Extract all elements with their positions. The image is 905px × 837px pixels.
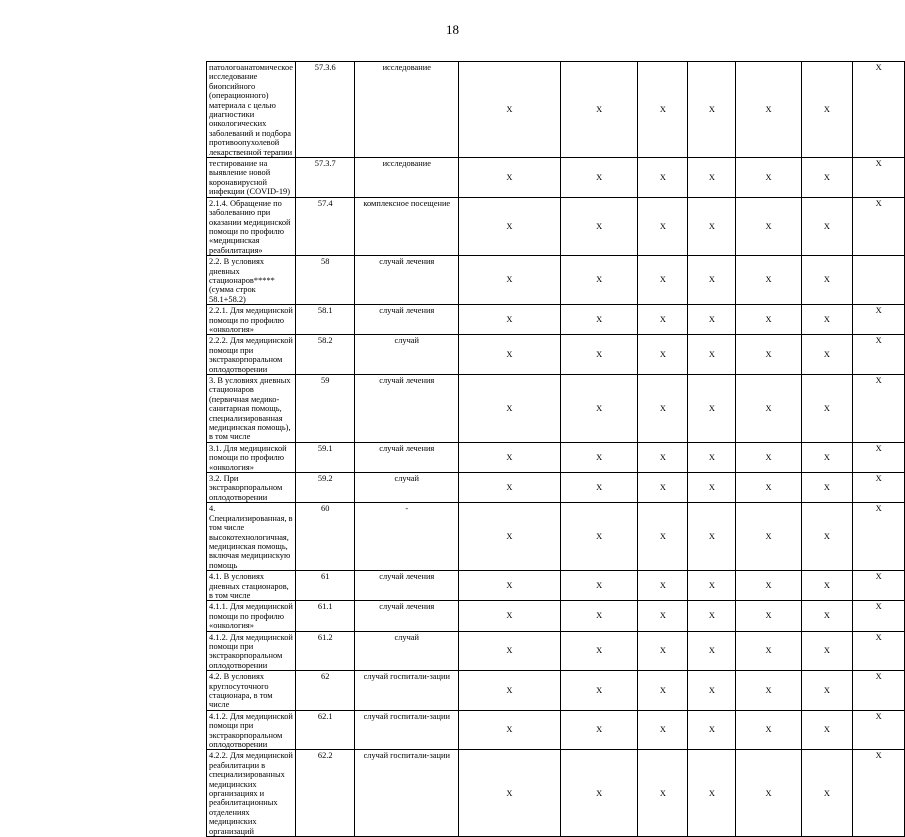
table-row [207,710,905,750]
x-mark-cell: X [459,158,561,198]
table-row [207,571,905,601]
x-mark-cell: X [459,256,561,305]
row-code-cell: 59 [295,375,355,443]
x-mark-cell: X [459,442,561,472]
row-unit-cell: случай лечения [355,256,459,305]
table-row [207,631,905,671]
last-column-cell: X [853,631,905,671]
x-mark-cell: X [801,62,853,158]
row-unit-cell: случай лечения [355,442,459,472]
row-unit-cell: исследование [355,62,459,158]
last-column-cell: X [853,305,905,335]
last-column-cell: X [853,375,905,443]
x-mark-cell: X [801,375,853,443]
row-unit-cell: случай госпитали-зации [355,671,459,711]
x-mark-cell: X [638,631,688,671]
table-row [207,62,905,158]
row-unit-cell: случай лечения [355,571,459,601]
x-mark-cell: X [638,710,688,750]
row-unit-cell: случай лечения [355,601,459,631]
row-name-cell: 2.2.2. Для медицинской помощи при экстракорпоральном оплодотворении [207,335,296,375]
x-mark-cell: X [560,601,638,631]
x-mark-cell: X [736,305,801,335]
x-mark-cell: X [688,671,736,711]
last-column-cell: X [853,158,905,198]
row-name-cell: патологоанатомическое исследование биопсийного (операционного) материала с целью диагностики онкологических заболеваний и подбора противоопухолевой лекарственной терапии [207,62,296,158]
x-mark-cell: X [688,601,736,631]
page-number: 18 [446,22,459,37]
x-mark-cell: X [801,631,853,671]
row-unit-cell: случай [355,473,459,503]
x-mark-cell: X [560,710,638,750]
x-mark-cell: X [736,197,801,255]
row-name-cell: 3. В условиях дневных стационаров (первичная медико-санитарная помощь, специализированная медицинская помощь), в том числе [207,375,296,443]
x-mark-cell: X [459,601,561,631]
x-mark-cell: X [736,601,801,631]
x-mark-cell: X [638,305,688,335]
row-name-cell: 2.1.4. Обращение по заболеванию при оказании медицинской помощи по профилю «медицинская реабилитация» [207,197,296,255]
table-row [207,473,905,503]
x-mark-cell: X [459,197,561,255]
x-mark-cell: X [688,473,736,503]
x-mark-cell: X [560,335,638,375]
x-mark-cell: X [688,158,736,198]
row-unit-cell: случай госпитали-зации [355,710,459,750]
x-mark-cell: X [736,750,801,837]
x-mark-cell: X [560,503,638,571]
x-mark-cell: X [801,601,853,631]
row-name-cell: 3.1. Для медицинской помощи по профилю «онкология» [207,442,296,472]
table-row [207,750,905,837]
row-code-cell: 62.2 [295,750,355,837]
x-mark-cell: X [801,197,853,255]
x-mark-cell: X [801,442,853,472]
last-column-cell: X [853,335,905,375]
x-mark-cell: X [736,256,801,305]
x-mark-cell: X [638,197,688,255]
x-mark-cell: X [560,473,638,503]
x-mark-cell: X [736,375,801,443]
row-unit-cell: случай [355,631,459,671]
row-unit-cell: случай [355,335,459,375]
table-row [207,503,905,571]
row-code-cell: 61 [295,571,355,601]
row-name-cell: 3.2. При экстракорпоральном оплодотворении [207,473,296,503]
row-code-cell: 60 [295,503,355,571]
x-mark-cell: X [459,710,561,750]
x-mark-cell: X [688,710,736,750]
row-code-cell: 59.2 [295,473,355,503]
row-name-cell: 2.2.1. Для медицинской помощи по профилю «онкология» [207,305,296,335]
x-mark-cell: X [459,62,561,158]
x-mark-cell: X [459,473,561,503]
x-mark-cell: X [688,750,736,837]
x-mark-cell: X [638,473,688,503]
x-mark-cell: X [638,158,688,198]
table-row [207,601,905,631]
x-mark-cell: X [459,375,561,443]
x-mark-cell: X [638,442,688,472]
row-name-cell: 4. Специализированная, в том числе высокотехнологичная, медицинская помощь, включая медицинскую помощь [207,503,296,571]
last-column-cell: X [853,503,905,571]
row-code-cell: 62.1 [295,710,355,750]
x-mark-cell: X [801,671,853,711]
x-mark-cell: X [560,671,638,711]
x-mark-cell: X [688,442,736,472]
x-mark-cell: X [459,571,561,601]
last-column-cell: X [853,671,905,711]
row-code-cell: 61.1 [295,601,355,631]
x-mark-cell: X [638,375,688,443]
row-name-cell: 4.1.2. Для медицинской помощи при экстракорпоральном оплодотворении [207,631,296,671]
row-unit-cell: случай лечения [355,305,459,335]
x-mark-cell: X [801,750,853,837]
x-mark-cell: X [638,571,688,601]
row-name-cell: 4.1. В условиях дневных стационаров, в том числе [207,571,296,601]
x-mark-cell: X [459,671,561,711]
row-name-cell: 4.1.1. Для медицинской помощи по профилю «онкология» [207,601,296,631]
x-mark-cell: X [801,158,853,198]
last-column-cell: X [853,710,905,750]
x-mark-cell: X [688,631,736,671]
table-row [207,158,905,198]
x-mark-cell: X [459,750,561,837]
x-mark-cell: X [801,256,853,305]
row-code-cell: 57.3.7 [295,158,355,198]
row-code-cell: 61.2 [295,631,355,671]
x-mark-cell: X [688,197,736,255]
row-name-cell: 2.2. В условиях дневных стационаров***** (сумма строк 58.1+58.2) [207,256,296,305]
row-code-cell: 59.1 [295,442,355,472]
last-column-cell: X [853,473,905,503]
x-mark-cell: X [688,503,736,571]
row-code-cell: 58.1 [295,305,355,335]
last-column-cell: X [853,62,905,158]
row-code-cell: 58.2 [295,335,355,375]
x-mark-cell: X [736,710,801,750]
x-mark-cell: X [801,503,853,571]
x-mark-cell: X [459,503,561,571]
x-mark-cell: X [459,631,561,671]
x-mark-cell: X [638,601,688,631]
x-mark-cell: X [560,62,638,158]
row-code-cell: 57.4 [295,197,355,255]
x-mark-cell: X [736,631,801,671]
table-row [207,305,905,335]
x-mark-cell: X [801,335,853,375]
x-mark-cell: X [459,335,561,375]
x-mark-cell: X [560,571,638,601]
x-mark-cell: X [688,375,736,443]
table-row [207,375,905,443]
row-unit-cell: комплексное посещение [355,197,459,255]
x-mark-cell: X [638,256,688,305]
last-column-cell: X [853,571,905,601]
x-mark-cell: X [560,305,638,335]
table-row [207,335,905,375]
table-row [207,256,905,305]
x-mark-cell: X [638,62,688,158]
x-mark-cell: X [736,442,801,472]
x-mark-cell: X [560,256,638,305]
x-mark-cell: X [736,671,801,711]
x-mark-cell: X [638,750,688,837]
last-column-cell [853,256,905,305]
x-mark-cell: X [560,375,638,443]
x-mark-cell: X [688,335,736,375]
x-mark-cell: X [801,305,853,335]
table-row [207,442,905,472]
row-name-cell: 4.2. В условиях круглосуточного стационара, в том числе [207,671,296,711]
table-row [207,671,905,711]
x-mark-cell: X [736,158,801,198]
x-mark-cell: X [560,158,638,198]
row-unit-cell: исследование [355,158,459,198]
x-mark-cell: X [736,571,801,601]
x-mark-cell: X [801,473,853,503]
row-code-cell: 62 [295,671,355,711]
x-mark-cell: X [688,256,736,305]
row-unit-cell: случай лечения [355,375,459,443]
data-table [206,61,905,837]
x-mark-cell: X [638,503,688,571]
x-mark-cell: X [736,473,801,503]
x-mark-cell: X [638,335,688,375]
x-mark-cell: X [736,62,801,158]
x-mark-cell: X [736,335,801,375]
x-mark-cell: X [560,631,638,671]
last-column-cell: X [853,197,905,255]
x-mark-cell: X [801,571,853,601]
x-mark-cell: X [688,571,736,601]
x-mark-cell: X [736,503,801,571]
row-code-cell: 58 [295,256,355,305]
x-mark-cell: X [688,305,736,335]
last-column-cell: X [853,601,905,631]
row-unit-cell: случай госпитали-зации [355,750,459,837]
x-mark-cell: X [801,710,853,750]
x-mark-cell: X [688,62,736,158]
x-mark-cell: X [638,671,688,711]
x-mark-cell: X [459,305,561,335]
last-column-cell: X [853,442,905,472]
x-mark-cell: X [560,442,638,472]
x-mark-cell: X [560,197,638,255]
table-row [207,197,905,255]
row-name-cell: 4.2.2. Для медицинской реабилитации в специализированных медицинских организациях и реабилитационных отделениях медицинских организаций [207,750,296,837]
x-mark-cell: X [560,750,638,837]
row-name-cell: тестирование на выявление новой коронавирусной инфекции (COVID-19) [207,158,296,198]
last-column-cell: X [853,750,905,837]
row-unit-cell: - [355,503,459,571]
row-name-cell: 4.1.2. Для медицинской помощи при экстракорпоральном оплодотворении [207,710,296,750]
row-code-cell: 57.3.6 [295,62,355,158]
